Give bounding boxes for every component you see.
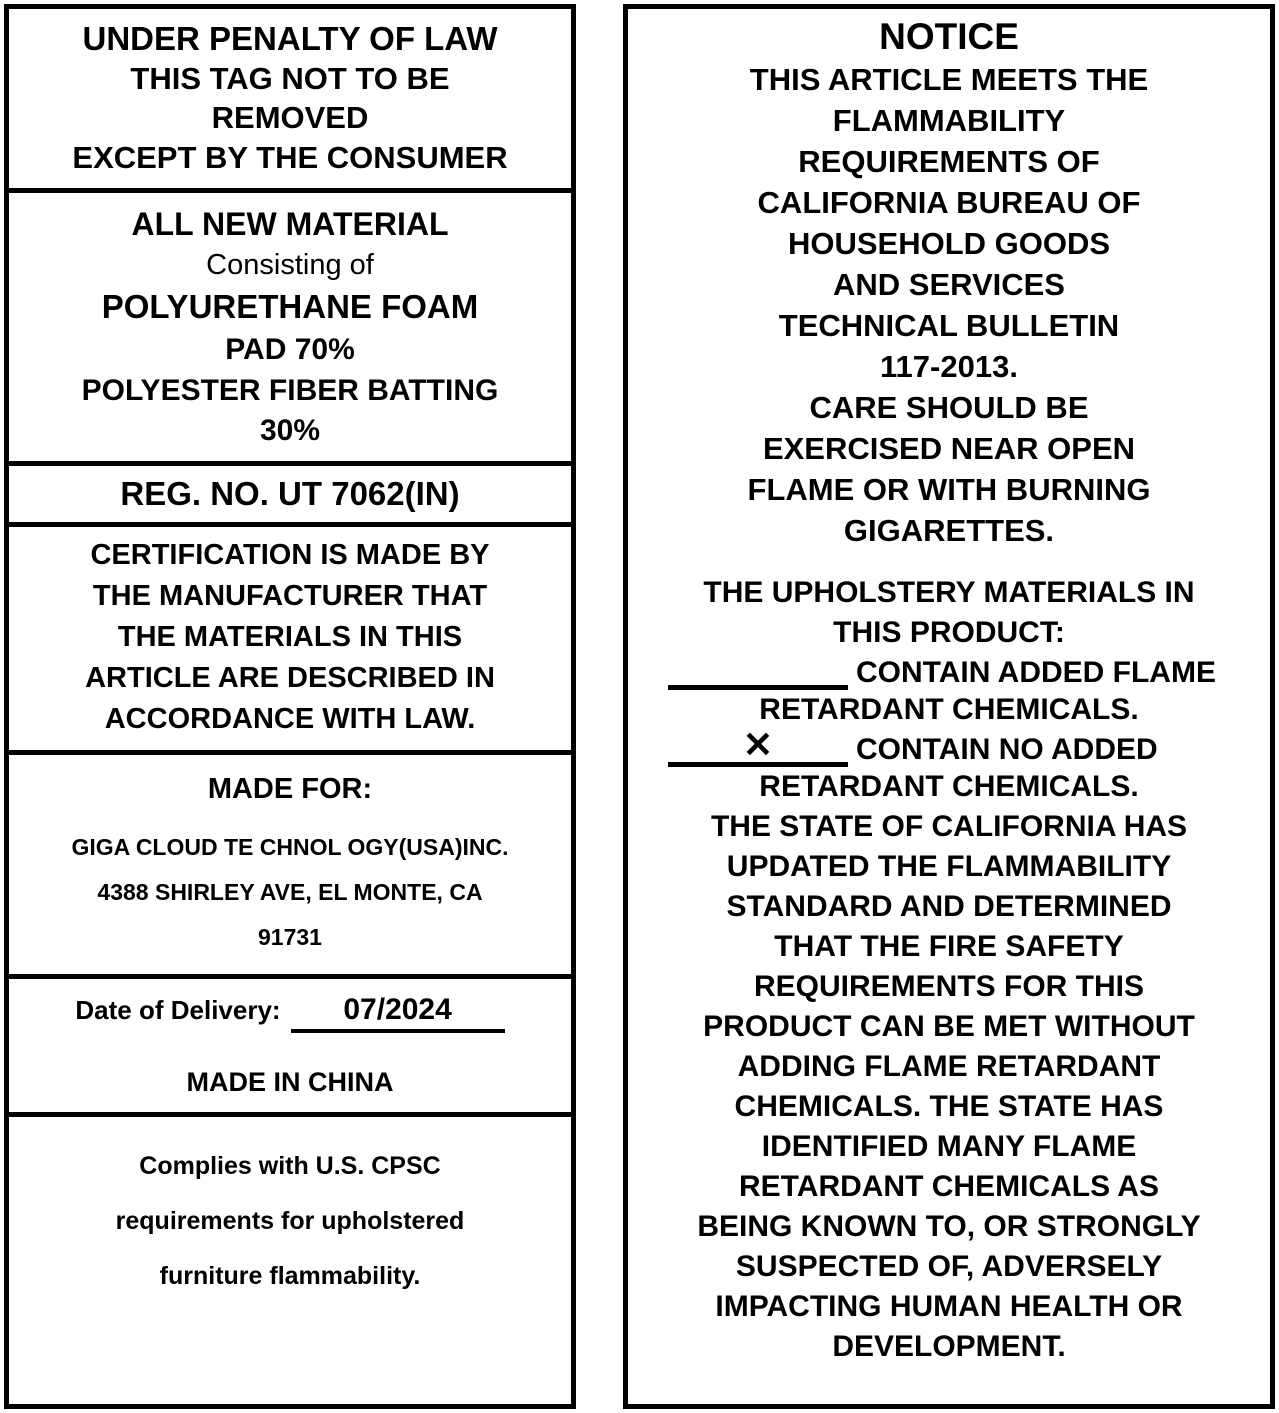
- registration-number: REG. NO. UT 7062(IN): [120, 475, 460, 512]
- compliance-line-1: Complies with U.S. CPSC: [139, 1152, 441, 1180]
- compliance-line-2: requirements for upholstered: [115, 1207, 465, 1235]
- checkbox-label-contains-line-2: RETARDANT CHEMICALS.: [759, 693, 1139, 726]
- upholstery-intro-line-1: THE UPHOLSTERY MATERIALS IN: [703, 576, 1195, 609]
- notice-line: GIGARETTES.: [843, 513, 1055, 548]
- checkbox-label-contains: CONTAIN ADDED FLAME: [856, 656, 1216, 689]
- section-gap: [638, 551, 1260, 573]
- compliance-line-3: furniture flammability.: [159, 1262, 421, 1290]
- notice-line: CALIFORNIA BUREAU OF: [757, 185, 1141, 220]
- law-notice-line-1: UNDER PENALTY OF LAW: [82, 20, 498, 57]
- state-line: IDENTIFIED MANY FLAME: [761, 1130, 1137, 1163]
- notice-line: THIS ARTICLE MEETS THE: [749, 62, 1149, 97]
- certification-section: [9, 527, 571, 755]
- materials-line-2: Consisting of: [206, 249, 374, 281]
- state-line: CHEMICALS. THE STATE HAS: [734, 1090, 1164, 1123]
- state-line: SUSPECTED OF, ADVERSELY: [735, 1250, 1163, 1283]
- notice-line: TECHNICAL BULLETIN: [778, 308, 1120, 343]
- certification-line-2: THE MANUFACTURER THAT: [92, 580, 488, 612]
- checkbox-label-no-added: CONTAIN NO ADDED: [856, 733, 1158, 766]
- materials-section: [9, 193, 571, 466]
- checkbox-checked-line[interactable]: [668, 724, 848, 767]
- left-panel: [4, 4, 576, 1409]
- company-name: GIGA CLOUD TE CHNOL OGY(USA)INC.: [71, 834, 509, 860]
- materials-line-5: POLYESTER FIBER BATTING: [81, 374, 499, 407]
- state-line: THE STATE OF CALIFORNIA HAS: [710, 810, 1188, 843]
- panel-gap: [576, 4, 623, 1409]
- checkbox-option-no-added[interactable]: [638, 724, 1260, 767]
- state-line: STANDARD AND DETERMINED: [726, 890, 1172, 923]
- notice-line: AND SERVICES: [833, 267, 1065, 302]
- delivery-row: [17, 993, 563, 1033]
- notice-line: FLAME OR WITH BURNING: [747, 472, 1151, 507]
- notice-line: EXERCISED NEAR OPEN: [762, 431, 1136, 466]
- made-in-country: MADE IN CHINA: [186, 1067, 394, 1097]
- certification-line-4: ARTICLE ARE DESCRIBED IN: [85, 662, 495, 694]
- state-line: BEING KNOWN TO, OR STRONGLY: [697, 1210, 1201, 1243]
- notice-line: REQUIREMENTS OF: [798, 144, 1100, 179]
- notice-line: CARE SHOULD BE: [809, 390, 1089, 425]
- checkbox-option-contains[interactable]: [638, 653, 1260, 690]
- notice-line: HOUSEHOLD GOODS: [787, 226, 1111, 261]
- notice-line: 117-2013.: [880, 349, 1018, 384]
- registration-section: [9, 466, 571, 527]
- notice-title: NOTICE: [879, 16, 1019, 57]
- x-mark-icon: ✕: [742, 724, 774, 765]
- materials-line-4: PAD 70%: [225, 333, 355, 366]
- made-for-label: MADE FOR:: [207, 773, 373, 805]
- delivery-date-value: 07/2024: [291, 993, 505, 1033]
- company-zip: 91731: [258, 924, 322, 950]
- right-panel: [623, 4, 1275, 1409]
- state-line: PRODUCT CAN BE MET WITHOUT: [703, 1010, 1195, 1043]
- certification-line-1: CERTIFICATION IS MADE BY: [90, 539, 490, 571]
- state-line: REQUIREMENTS FOR THIS: [753, 970, 1144, 1003]
- state-line: UPDATED THE FLAMMABILITY: [726, 850, 1172, 883]
- state-line: RETARDANT CHEMICALS AS: [739, 1170, 1159, 1203]
- delivery-label: Date of Delivery:: [75, 995, 281, 1025]
- materials-line-3: POLYURETHANE FOAM: [101, 288, 479, 325]
- materials-line-1: ALL NEW MATERIAL: [131, 206, 449, 242]
- upholstery-intro-line-2: THIS PRODUCT:: [833, 616, 1065, 649]
- law-notice-line-4: EXCEPT BY THE CONSUMER: [72, 140, 508, 175]
- company-address: 4388 SHIRLEY AVE, EL MONTE, CA: [97, 879, 483, 905]
- checkbox-blank-line[interactable]: [668, 653, 848, 690]
- state-line: IMPACTING HUMAN HEALTH OR: [715, 1290, 1183, 1323]
- law-notice-line-3: REMOVED: [211, 100, 369, 135]
- state-line: ADDING FLAME RETARDANT: [737, 1050, 1161, 1083]
- compliance-section: [9, 1117, 571, 1316]
- notice-line: FLAMMABILITY: [832, 103, 1066, 138]
- certification-line-5: ACCORDANCE WITH LAW.: [104, 703, 476, 735]
- checkbox-label-no-added-line-2: RETARDANT CHEMICALS.: [759, 770, 1139, 803]
- state-line: THAT THE FIRE SAFETY: [774, 930, 1124, 963]
- state-statement: [638, 807, 1260, 1367]
- notice-body: [638, 59, 1260, 551]
- materials-line-6: 30%: [259, 414, 321, 447]
- delivery-section: [9, 979, 571, 1117]
- made-for-section: [9, 755, 571, 979]
- law-notice-section: [9, 9, 571, 193]
- certification-line-3: THE MATERIALS IN THIS: [117, 621, 463, 653]
- state-line: DEVELOPMENT.: [832, 1330, 1066, 1363]
- law-notice-line-2: THIS TAG NOT TO BE: [130, 61, 450, 96]
